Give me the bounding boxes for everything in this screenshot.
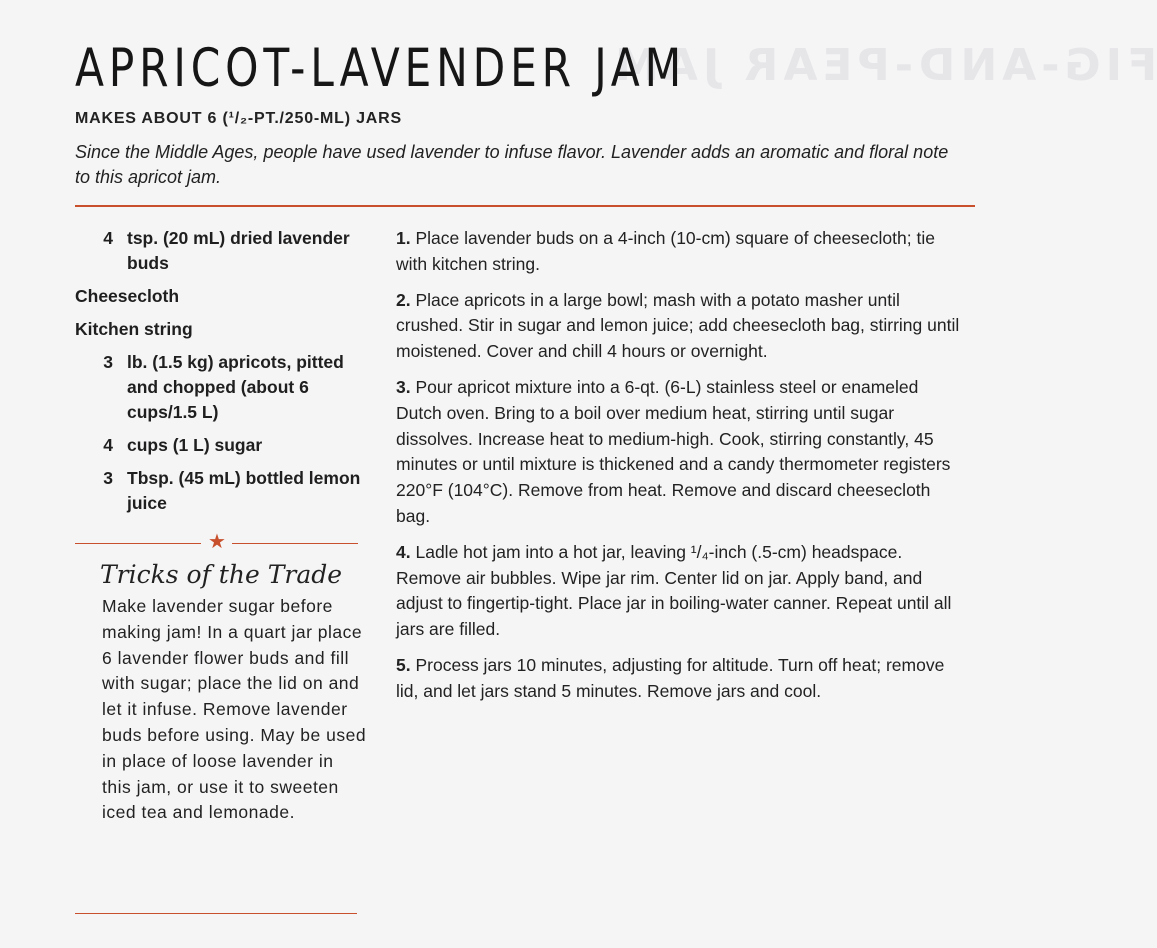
- sidebar-bottom-rule: [75, 913, 357, 914]
- ingredient-qty: 4: [103, 228, 113, 248]
- star-divider: [75, 533, 358, 553]
- ingredient-item: [75, 317, 365, 342]
- ingredient-desc: Tbsp. (45 mL) bottled lemon juice: [127, 468, 361, 513]
- ingredient-item: [75, 433, 365, 458]
- step-number: 5.: [396, 654, 411, 675]
- step-text: Process jars 10 minutes, adjusting for altitude. Turn off heat; remove lid, and let jars stand 5 minutes. Remove jars and cool.: [396, 654, 945, 701]
- header-rule: [75, 205, 975, 207]
- step-3: [396, 375, 966, 530]
- ingredient-item: [75, 284, 365, 309]
- step-4: [396, 540, 966, 643]
- step-number: 3.: [396, 376, 411, 397]
- ingredient-item: [75, 466, 365, 516]
- divider-line-left: [75, 543, 201, 544]
- ingredient-qty: 4: [103, 435, 113, 455]
- ingredient-item: [75, 226, 365, 276]
- tricks-body: Make lavender sugar before making jam! In a quart jar place 6 lavender flower buds and fill with sugar; place the lid on and let it infuse. Remove lavender buds before using. May be used in place of loose lavender in this jam, or use it to sweeten iced tea and lemonade.: [102, 596, 367, 823]
- ingredient-desc: lb. (1.5 kg) apricots, pitted and chopped (about 6 cups/1.5 L): [127, 352, 344, 422]
- ingredient-desc: cups (1 L) sugar: [127, 435, 263, 455]
- step-text: Ladle hot jam into a hot jar, leaving ¹/₄-inch (.5-cm) headspace. Remove air bubbles. Wipe jar rim. Center lid on jar. Apply band, and adjust to fingertip-tight. Place jar in boiling-water canner. Repeat until all jars are filled.: [396, 541, 952, 640]
- recipe-yield: MAKES ABOUT 6 (¹/₂-PT./250-ML) JARS: [75, 110, 402, 127]
- step-text: Place apricots in a large bowl; mash with a potato masher until crushed. Stir in sugar and lemon juice; add cheesecloth bag, stirring until moistened. Cover and chill 4 hours or overnight.: [396, 289, 960, 362]
- step-number: 4.: [396, 541, 411, 562]
- step-number: 1.: [396, 228, 411, 248]
- recipe-title: APRICOT-LAVENDER JAM: [75, 38, 686, 99]
- ingredient-list: [75, 226, 365, 524]
- step-text: Pour apricot mixture into a 6-qt. (6-L) stainless steel or enameled Dutch oven. Bring to a boil over medium heat, stirring until sugar dissolves. Increase heat to medium-high. Cook, stirring constantly, 45 minutes or until mixture is thickened and a candy thermometer registers 220°F (104°C). Remove from heat. Remove and discard cheesecloth bag.: [396, 376, 951, 526]
- step-5: [396, 653, 966, 705]
- method-steps: [396, 226, 966, 715]
- ingredient-desc: tsp. (20 mL) dried lavender buds: [127, 228, 350, 273]
- step-1: [396, 226, 966, 278]
- ingredient-qty: 3: [103, 352, 113, 372]
- step-number: 2.: [396, 289, 411, 310]
- star-icon: ★: [208, 531, 226, 553]
- ingredient-desc: Kitchen string: [75, 319, 193, 339]
- tricks-heading: Tricks of the Trade: [100, 560, 343, 589]
- ingredient-qty: 3: [103, 468, 113, 488]
- ingredient-item: [75, 350, 365, 425]
- bleed-through-text: FIG-AND-PEAR JAM: [610, 40, 1157, 91]
- ingredient-desc: Cheesecloth: [75, 286, 180, 306]
- step-text: Place lavender buds on a 4-inch (10-cm) square of cheesecloth; tie with kitchen string.: [396, 228, 935, 274]
- divider-line-right: [232, 543, 358, 544]
- step-2: [396, 288, 966, 365]
- recipe-intro: Since the Middle Ages, people have used lavender to infuse flavor. Lavender adds an aromatic and floral note to this apricot jam.: [75, 142, 949, 187]
